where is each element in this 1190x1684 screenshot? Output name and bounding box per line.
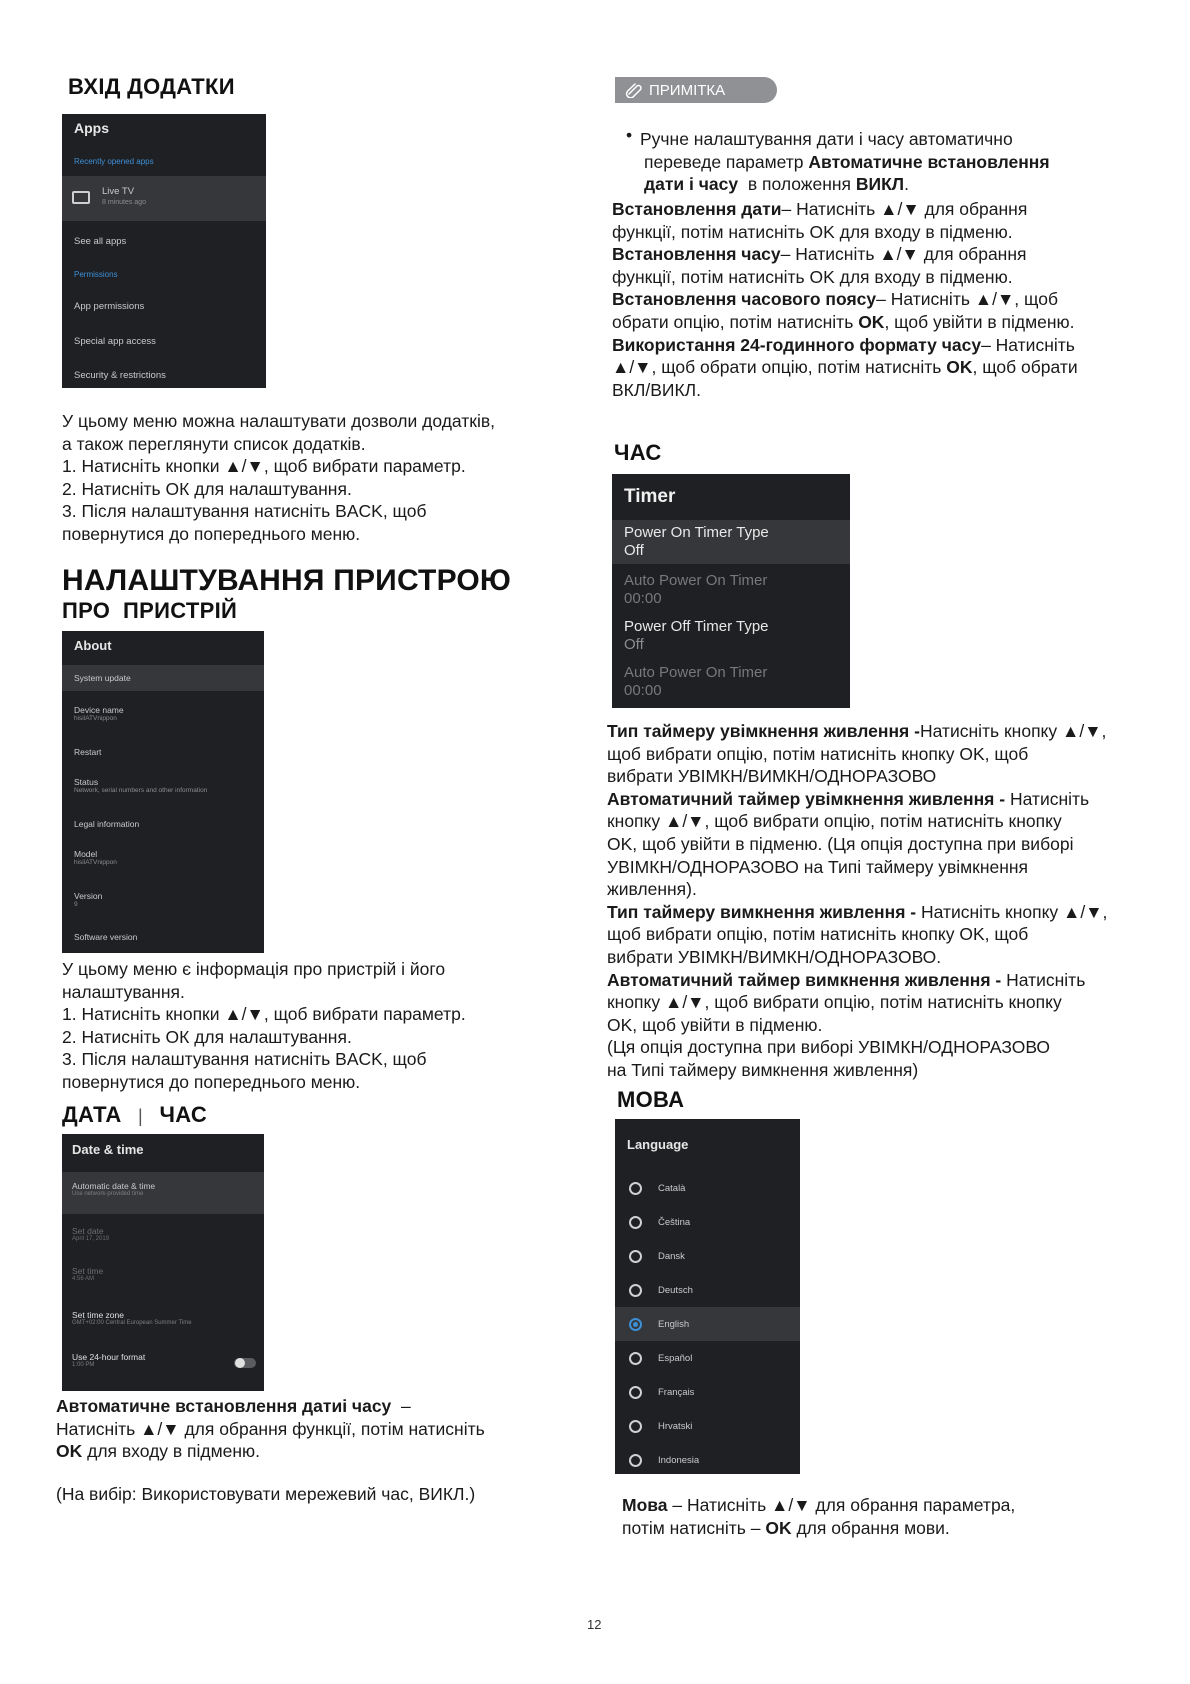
timer-title: Timer: [624, 486, 676, 507]
radio-icon: [629, 1182, 642, 1195]
auto-date-time-sub: Use network-provided time: [72, 1191, 144, 1197]
auto-power-off-label: Auto Power On Timer: [624, 664, 768, 681]
f24-t2c: , щоб обрати: [972, 357, 1078, 378]
status-label: Status: [74, 777, 99, 787]
t1-text: Натисніть кнопку ▲/▼,: [919, 721, 1107, 741]
note-line-1: Ручне налаштування дати і часу автоматично: [640, 129, 1013, 149]
t2-text: Натисніть: [1005, 788, 1090, 809]
language-screenshot: [615, 1119, 800, 1474]
apps-desc-line: повернутися до попереднього меню.: [62, 523, 361, 544]
about-desc-line: налаштування.: [62, 981, 185, 1002]
auto-power-off-value: 00:00: [624, 682, 662, 699]
live-tv-time: 8 minutes ago: [102, 199, 146, 206]
note-label: ПРИМІТКА: [649, 81, 726, 99]
auto-date-time-line2: Натисніть ▲/▼ для обрання функції, потім натисніть: [56, 1418, 485, 1439]
t1-l3: вибрати УВІМКН/ВИМКН/ОДНОРАЗОВО: [607, 766, 937, 787]
auto-power-on-item[interactable]: [612, 572, 850, 608]
model-item[interactable]: [62, 849, 264, 866]
lang-t2c: для обрання мови.: [791, 1517, 950, 1538]
f24-t1: – Натисніть: [981, 334, 1075, 355]
tz-t2b: OK: [858, 311, 885, 332]
power-on-timer-type-item[interactable]: [612, 520, 850, 564]
app-permissions-item[interactable]: App permissions: [74, 301, 145, 312]
tz-t1: – Натисніть ▲/▼, щоб: [876, 289, 1058, 310]
set-date-bold: Встановлення дати: [612, 199, 782, 219]
language-heading: МОВА: [617, 1087, 685, 1112]
t4-l5: на Типі таймеру вимкнення живлення): [607, 1059, 919, 1080]
power-on-type-label: Power On Timer Type: [624, 524, 769, 541]
apps-description: [62, 410, 562, 546]
legal-item[interactable]: Legal information: [74, 819, 140, 829]
radio-icon: [629, 1284, 642, 1297]
language-option-label: Català: [658, 1182, 686, 1194]
language-option-label: Deutsch: [658, 1284, 693, 1296]
set-date-value: April 17, 2019: [72, 1236, 110, 1242]
auto-date-time-label: Automatic date & time: [72, 1181, 156, 1191]
about-desc-line: 3. Після налаштування натисніть BACK, щоб: [62, 1049, 427, 1070]
t2-l5: живлення).: [607, 879, 697, 900]
language-option-label: English: [658, 1318, 690, 1330]
note-line-2a: переведе параметр: [644, 151, 809, 172]
language-option-label: Indonesia: [658, 1454, 700, 1466]
security-item[interactable]: Security & restrictions: [74, 370, 166, 381]
system-update-item[interactable]: [62, 665, 264, 691]
recent-apps-label: Recently opened apps: [74, 157, 154, 166]
t3-l2: щоб вибрати опцію, потім натисніть кнопку OK, щоб: [607, 924, 1029, 945]
date-time-heading: [62, 1102, 207, 1128]
date-time-choice: (На вибір: Використовувати мережевий час, ВИКЛ.): [56, 1484, 476, 1504]
set-time-bold: Встановлення часу: [612, 244, 781, 265]
t3-l3: вибрати УВІМКН/ВИМКН/ОДНОРАЗОВО.: [607, 946, 942, 967]
apps-screenshot: [62, 114, 266, 388]
see-all-apps-item[interactable]: See all apps: [74, 236, 127, 247]
version-item[interactable]: [62, 891, 264, 908]
auto-date-time-description: [56, 1395, 576, 1463]
t4-l4: (Ця опція доступна при виборі УВІМКН/ОДНОРАЗОВО: [607, 1037, 1051, 1058]
note-line-3b: в положення: [738, 174, 856, 195]
live-tv-label: Live TV: [102, 186, 135, 197]
f24-t3: ВКЛ/ВИКЛ.: [612, 379, 702, 400]
24h-toggle[interactable]: [234, 1358, 256, 1368]
date-time-settings-text: [612, 198, 1162, 401]
about-desc-line: 2. Натисніть ОК для налаштування.: [62, 1026, 352, 1047]
live-tv-item[interactable]: [62, 176, 266, 221]
language-title: Language: [627, 1137, 689, 1152]
language-option-label: Hrvatski: [658, 1420, 693, 1432]
t1-bold: Тип таймеру увімкнення живлення -: [607, 721, 920, 741]
t2-l4: УВІМКН/ОДНОРАЗОВО на Типі таймеру увімкнення: [607, 856, 1029, 877]
apps-desc-line: У цьому меню можна налаштувати дозволи додатків,: [62, 411, 495, 431]
time-heading: ЧАС: [159, 1102, 208, 1127]
set-time-item[interactable]: [62, 1266, 264, 1282]
radio-icon: [629, 1216, 642, 1229]
note-line-3a: дати і часу: [644, 174, 739, 195]
model-label: Model: [74, 849, 98, 859]
note-bullet: •: [626, 125, 633, 145]
apps-title: Apps: [74, 120, 109, 136]
apps-desc-line: 3. Після налаштування натисніть BACK, щоб: [62, 501, 427, 522]
auto-line3: для входу в підменю.: [82, 1441, 261, 1462]
about-screenshot: [62, 631, 264, 953]
paperclip-icon: [625, 82, 643, 98]
set-time-t1: – Натисніть ▲/▼ для обрання: [780, 244, 1027, 265]
t1-l2: щоб вибрати опцію, потім натисніть кнопку OK, щоб: [607, 743, 1029, 764]
apps-desc-line: 2. Натисніть ОК для налаштування.: [62, 478, 352, 499]
special-access-item[interactable]: Special app access: [74, 336, 156, 347]
device-settings-heading: НАЛАШТУВАННЯ ПРИСТРОЮ: [62, 564, 512, 597]
set-time-value: 4:56 AM: [72, 1276, 95, 1282]
f24-bold: Використання 24-годинного формату часу: [612, 334, 982, 355]
time-zone-value: GMT+02:00 Central European Summer Time: [72, 1320, 192, 1326]
version-value: 9: [74, 901, 78, 908]
auto-power-on-value: 00:00: [624, 590, 662, 607]
radio-checked-icon: [629, 1318, 642, 1331]
language-option[interactable]: [615, 1375, 800, 1409]
time-zone-label: Set time zone: [72, 1310, 124, 1320]
lang-t2a: потім натисніть –: [622, 1517, 766, 1538]
24h-format-item[interactable]: [62, 1352, 264, 1368]
version-label: Version: [74, 891, 103, 901]
radio-icon: [629, 1454, 642, 1467]
note-badge: [615, 77, 777, 103]
set-time-label: Set time: [72, 1266, 104, 1276]
date-time-screenshot: [62, 1134, 264, 1391]
about-desc-line: У цьому меню є інформація про пристрій і його: [62, 959, 446, 979]
f24-t2a: ▲/▼, щоб обрати опцію, потім натисніть: [612, 357, 947, 378]
note-line-3c: ВИКЛ: [855, 174, 905, 195]
language-option[interactable]: [615, 1205, 800, 1239]
permissions-label: Permissions: [74, 270, 118, 279]
note-text: [626, 125, 1152, 196]
language-option-label: Dansk: [658, 1250, 685, 1262]
date-time-title: Date & time: [72, 1142, 144, 1157]
auto-power-on-label: Auto Power On Timer: [624, 572, 768, 589]
status-sub: Network, serial numbers and other information: [74, 787, 208, 794]
software-version-item[interactable]: Software version: [74, 932, 138, 942]
timer-screenshot: [612, 474, 850, 708]
24h-format-value: 1:00 PM: [72, 1362, 95, 1368]
restart-item[interactable]: Restart: [74, 747, 102, 757]
radio-icon: [629, 1420, 642, 1433]
timer-heading: ЧАС: [614, 440, 662, 465]
t4-text: Натисніть: [1001, 969, 1086, 990]
date-heading: ДАТА: [62, 1102, 122, 1127]
apps-heading: ВХІД ДОДАТКИ: [68, 74, 235, 99]
t4-bold: Автоматичний таймер вимкнення живлення -: [607, 969, 1002, 990]
auto-date-time-dash: –: [391, 1396, 411, 1416]
power-off-type-value: Off: [624, 636, 644, 653]
t3-text: Натисніть кнопку ▲/▼,: [916, 901, 1108, 922]
language-description: [622, 1494, 1162, 1539]
language-option-selected[interactable]: [615, 1307, 800, 1341]
t2-l3: OK, щоб увійти в підменю. (Ця опція доступна при виборі: [607, 833, 1074, 854]
language-option[interactable]: [615, 1341, 800, 1375]
apps-desc-line: а також переглянути список додатків.: [62, 433, 366, 454]
language-option-label: Español: [658, 1352, 693, 1364]
set-date-t1: – Натисніть ▲/▼ для обрання: [781, 199, 1028, 219]
time-zone-item[interactable]: [62, 1310, 264, 1326]
language-option[interactable]: [615, 1239, 800, 1273]
device-name-item[interactable]: [62, 705, 264, 722]
tv-icon: [72, 191, 90, 204]
note-line-2b: Автоматичне встановлення: [808, 151, 1050, 172]
auto-ok: OK: [56, 1441, 83, 1462]
language-option[interactable]: [615, 1409, 800, 1443]
about-description: [62, 958, 562, 1094]
language-option[interactable]: [615, 1171, 800, 1205]
t4-l3: OK, щоб увійти в підменю.: [607, 1014, 823, 1035]
power-off-type-label: Power Off Timer Type: [624, 618, 769, 635]
language-option[interactable]: [615, 1443, 800, 1474]
language-option-label: Čeština: [658, 1216, 691, 1228]
about-title: About: [74, 638, 112, 653]
lang-bold: Мова: [622, 1495, 668, 1515]
apps-desc-line: 1. Натисніть кнопки ▲/▼, щоб вибрати параметр.: [62, 456, 466, 477]
auto-date-time-item[interactable]: [62, 1172, 264, 1214]
radio-icon: [629, 1352, 642, 1365]
set-time-t2: функції, потім натисніть OK для входу в підменю.: [612, 266, 1013, 287]
device-name-label: Device name: [74, 705, 124, 715]
about-heading: ПРО ПРИСТРІЙ: [62, 598, 238, 623]
t4-l2: кнопку ▲/▼, щоб вибрати опцію, потім натисніть кнопку: [607, 992, 1062, 1013]
t3-bold: Тип таймеру вимкнення живлення -: [607, 901, 917, 922]
page-number: 12: [587, 1617, 602, 1632]
auto-date-time-bold: Автоматичне встановлення датиі часу: [56, 1396, 392, 1416]
radio-icon: [629, 1250, 642, 1263]
model-value: hisilATVnippon: [74, 859, 117, 866]
set-date-label: Set date: [72, 1226, 104, 1236]
about-desc-line: повернутися до попереднього меню.: [62, 1071, 361, 1092]
t2-l2: кнопку ▲/▼, щоб вибрати опцію, потім натисніть кнопку: [607, 811, 1062, 832]
auto-power-off-item[interactable]: [612, 664, 850, 700]
lang-t1: – Натисніть ▲/▼ для обрання параметра,: [667, 1495, 1016, 1515]
language-option[interactable]: [615, 1273, 800, 1307]
set-date-item[interactable]: [62, 1226, 264, 1242]
note-line-3d: .: [904, 174, 909, 195]
lang-t2b: OK: [765, 1517, 792, 1538]
tz-t2a: обрати опцію, потім натисніть: [612, 311, 859, 332]
tz-t2c: , щоб увійти в підменю.: [884, 311, 1075, 332]
t2-bold: Автоматичний таймер увімкнення живлення -: [607, 788, 1006, 809]
language-option-label: Français: [658, 1386, 695, 1398]
radio-icon: [629, 1386, 642, 1399]
24h-format-label: Use 24-hour format: [72, 1352, 146, 1362]
system-update-label: System update: [74, 673, 131, 683]
device-name-value: hisilATVnippon: [74, 715, 117, 722]
power-on-type-value: Off: [624, 542, 644, 559]
heading-separator: |: [138, 1106, 144, 1126]
about-desc-line: 1. Натисніть кнопки ▲/▼, щоб вибрати параметр.: [62, 1004, 466, 1025]
set-date-t2: функції, потім натисніть OK для входу в підменю.: [612, 221, 1013, 242]
f24-t2b: OK: [946, 357, 973, 378]
timer-description: [607, 720, 1167, 1082]
status-item[interactable]: [62, 777, 264, 794]
tz-bold: Встановлення часового поясу: [612, 289, 877, 310]
power-off-timer-type-item[interactable]: [612, 618, 850, 654]
